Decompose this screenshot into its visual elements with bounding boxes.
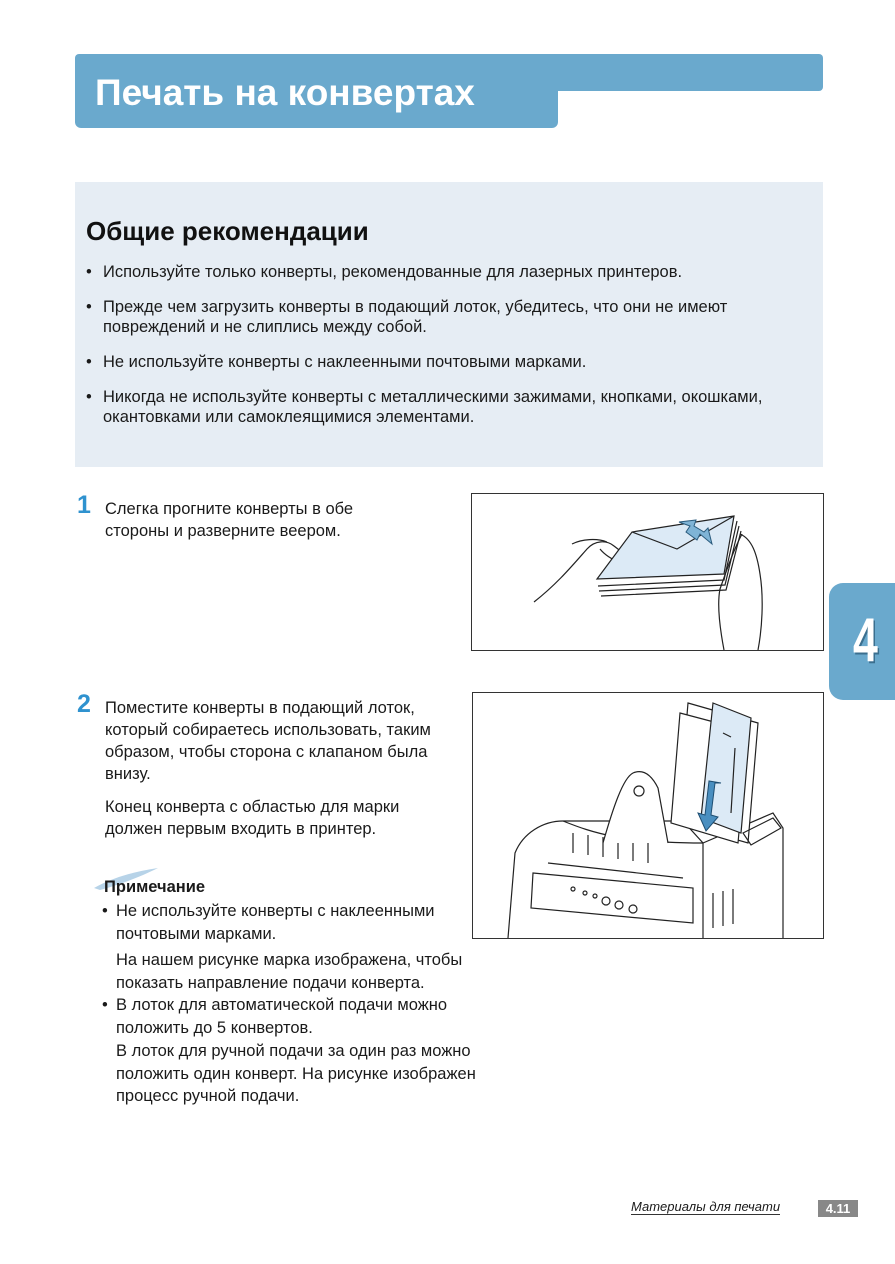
note-list xyxy=(102,900,482,1108)
bullet-icon: • xyxy=(86,298,92,316)
bullet-icon: • xyxy=(86,353,92,371)
list-item xyxy=(86,297,811,337)
chapter-tab xyxy=(829,583,895,700)
printer-envelope-illustration xyxy=(472,692,824,939)
note-heading: Примечание xyxy=(104,878,206,896)
bullet-icon: • xyxy=(102,996,108,1014)
bullet-icon: • xyxy=(102,902,108,920)
list-item xyxy=(102,994,482,1108)
list-item xyxy=(102,900,482,994)
step-number: 1 xyxy=(77,491,91,519)
list-item-text: Используйте только конверты, рекомендованные для лазерных принтеров. xyxy=(103,263,683,281)
bullet-icon: • xyxy=(86,388,92,406)
note-item-text: Не используйте конверты с наклеенными почтовыми марками. xyxy=(116,902,435,943)
general-heading: Общие рекомендации xyxy=(86,216,369,246)
general-recommendations-box xyxy=(75,182,823,467)
list-item-text: Никогда не используйте конверты с металлическими зажимами, кнопками, окошками, окантовками или самоклеящимися элементами. xyxy=(103,388,763,426)
note-item-extra: На нашем рисунке марка изображена, чтобы показать направление подачи конверта. xyxy=(116,951,463,992)
page-title: Печать на конвертах xyxy=(95,72,475,113)
step-text: Поместите конверты в подающий лоток, который собираетесь использовать, таким образом, чтобы сторона с клапаном была внизу. xyxy=(105,699,431,783)
list-item xyxy=(86,352,811,372)
list-item-text: Прежде чем загрузить конверты в подающий лоток, убедитесь, что они не имеют повреждений и не слиплись между собой. xyxy=(103,298,728,336)
note-item-extra: В лоток для ручной подачи за один раз можно положить один конверт. На рисунке изображен процесс ручной подачи. xyxy=(116,1042,476,1105)
step-extra-text: Конец конверта с областью для марки должен первым входить в принтер. xyxy=(105,798,400,838)
step-number: 2 xyxy=(77,690,91,718)
step-text: Слегка прогните конверты в обе стороны и разверните веером. xyxy=(105,500,354,540)
step-2 xyxy=(77,690,447,840)
page-number: 4.11 xyxy=(818,1200,858,1217)
list-item-text: Не используйте конверты с наклеенными почтовыми марками. xyxy=(103,353,587,371)
list-item xyxy=(86,387,811,427)
title-bar xyxy=(75,54,823,128)
step-1 xyxy=(77,491,397,542)
list-item xyxy=(86,262,811,282)
note-item-text: В лоток для автоматической подачи можно положить до 5 конвертов. xyxy=(116,996,448,1037)
chapter-number: 4 xyxy=(853,606,878,675)
bullet-icon: • xyxy=(86,263,92,281)
fan-envelopes-illustration xyxy=(471,493,824,651)
general-list xyxy=(86,262,811,442)
footer-section-title: Материалы для печати xyxy=(631,1199,781,1214)
